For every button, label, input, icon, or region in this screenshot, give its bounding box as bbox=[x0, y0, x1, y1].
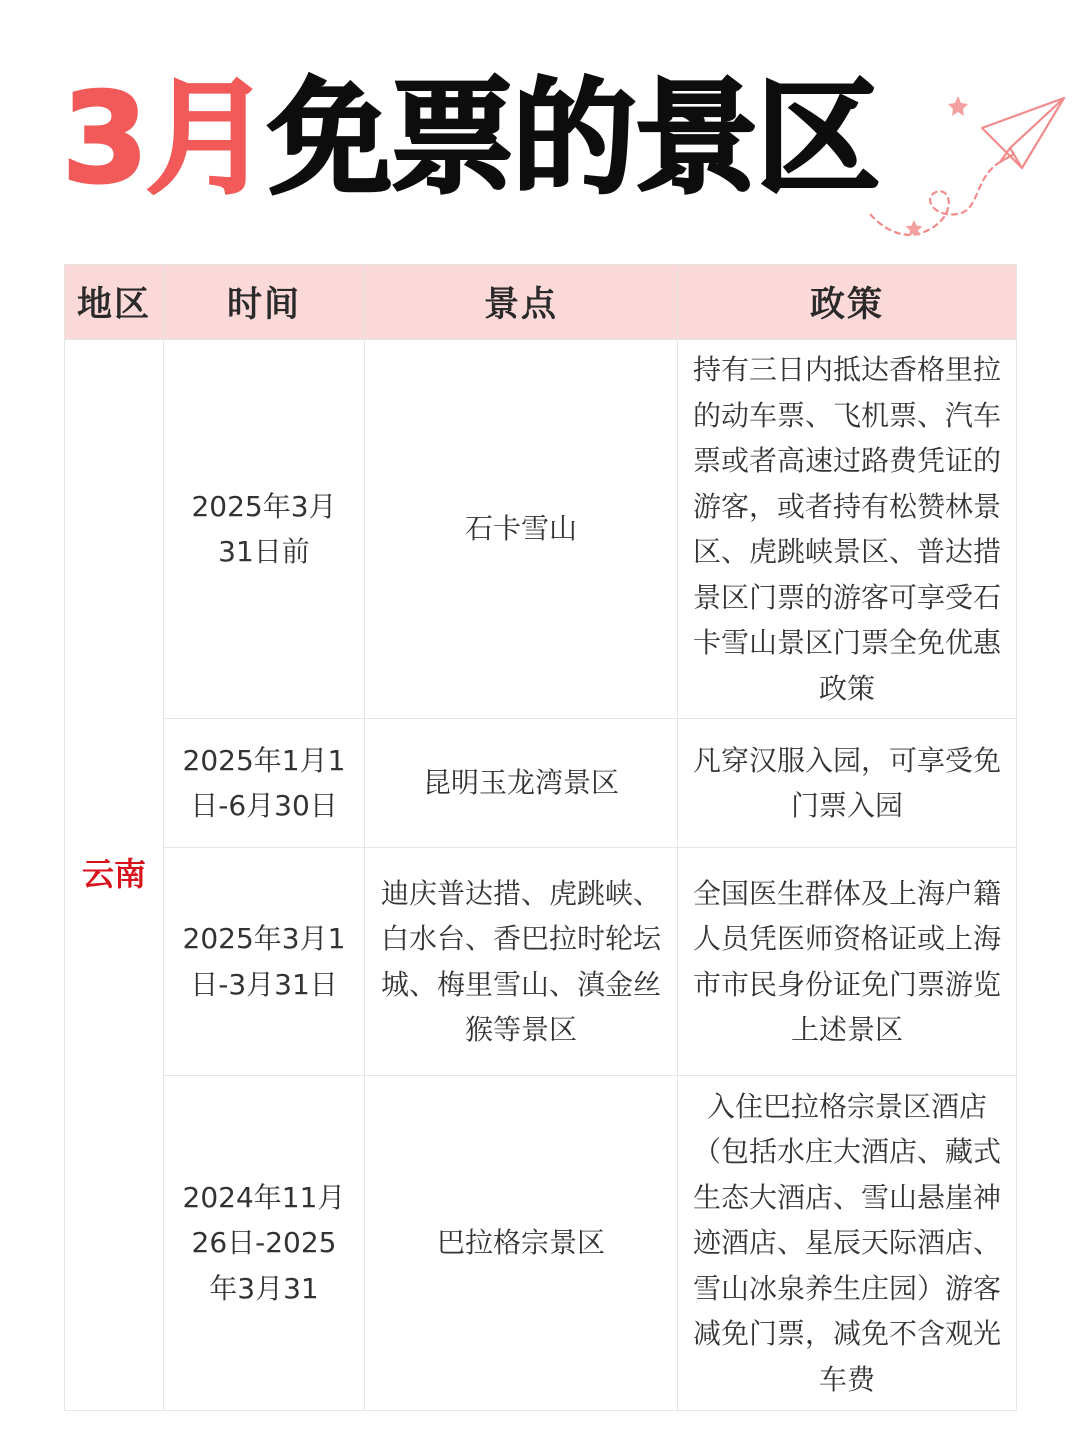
time-cell: 2025年1月1日-6月30日 bbox=[164, 719, 365, 848]
header-spot: 景点 bbox=[365, 265, 678, 340]
policy-cell: 持有三日内抵达香格里拉的动车票、飞机票、汽车票或者高速过路费凭证的游客，或者持有松赞林景区、虎跳峡景区、普达措景区门票的游客可享受石卡雪山景区门票全免优惠政策 bbox=[678, 340, 1017, 719]
region-cell: 云南 bbox=[65, 340, 164, 1411]
table-row bbox=[65, 848, 1017, 1076]
header-policy: 政策 bbox=[678, 265, 1017, 340]
policy-cell: 凡穿汉服入园，可享受免门票入园 bbox=[678, 719, 1017, 848]
free-ticket-table bbox=[64, 264, 1017, 1411]
paper-plane-icon bbox=[862, 92, 1072, 252]
header-region: 地区 bbox=[65, 265, 164, 340]
page-title bbox=[62, 64, 878, 214]
title-month: 3月 bbox=[62, 67, 269, 211]
policy-cell: 入住巴拉格宗景区酒店（包括水庄大酒店、藏式生态大酒店、雪山悬崖神迹酒店、星辰天际酒店、雪山冰泉养生庄园）游客减免门票，减免不含观光车费 bbox=[678, 1076, 1017, 1411]
spot-cell: 昆明玉龙湾景区 bbox=[365, 719, 678, 848]
time-cell: 2024年11月26日-2025年3月31 bbox=[164, 1076, 365, 1411]
spot-cell: 巴拉格宗景区 bbox=[365, 1076, 678, 1411]
title-main: 免票的景区 bbox=[268, 67, 879, 211]
header-time: 时间 bbox=[164, 265, 365, 340]
spot-cell: 迪庆普达措、虎跳峡、白水台、香巴拉时轮坛城、梅里雪山、滇金丝猴等景区 bbox=[365, 848, 678, 1076]
policy-cell: 全国医生群体及上海户籍人员凭医师资格证或上海市市民身份证免门票游览上述景区 bbox=[678, 848, 1017, 1076]
table-row bbox=[65, 719, 1017, 848]
table-row bbox=[65, 340, 1017, 719]
table-row bbox=[65, 1076, 1017, 1411]
time-cell: 2025年3月31日前 bbox=[164, 340, 365, 719]
time-cell: 2025年3月1日-3月31日 bbox=[164, 848, 365, 1076]
spot-cell: 石卡雪山 bbox=[365, 340, 678, 719]
table-header-row bbox=[65, 265, 1017, 340]
